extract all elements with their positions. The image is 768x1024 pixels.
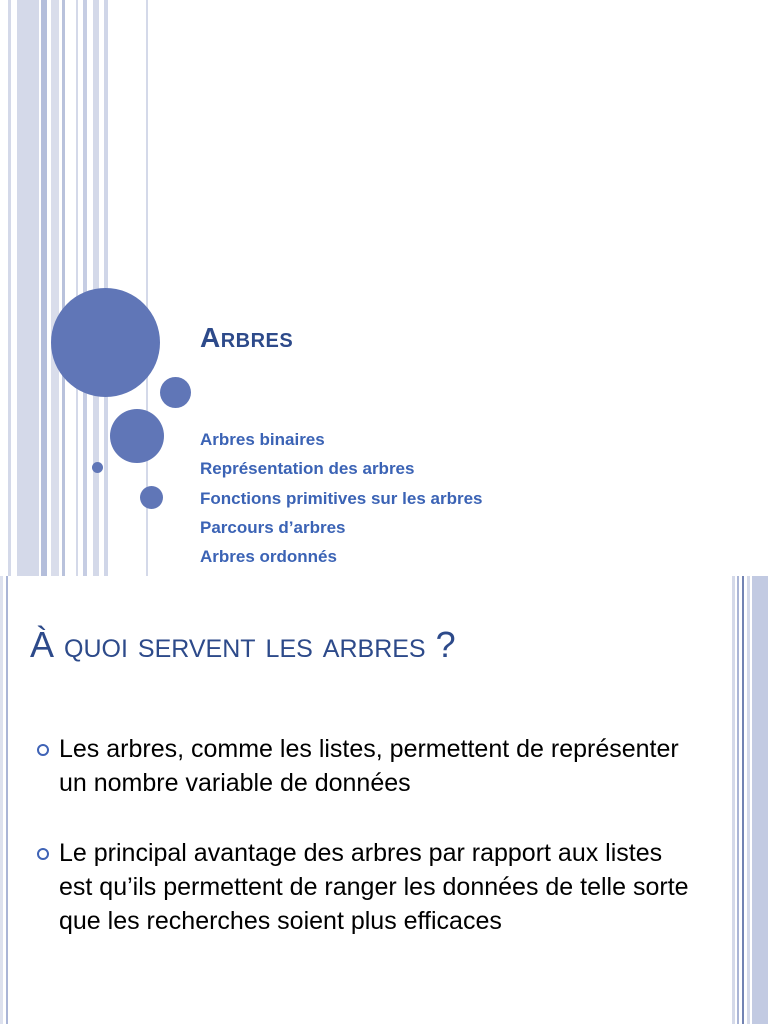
bullet-list [34,732,694,938]
decorative-stripe [41,0,47,576]
bullet-text: Les arbres, comme les listes, permettent de représenter un nombre variable de données [59,735,679,797]
decorative-stripe [742,576,744,1024]
decorative-stripe [752,576,768,1024]
small-circle-icon [160,377,191,408]
decorative-stripe [83,0,87,576]
decorative-stripe [6,576,8,1024]
hollow-circle-icon [37,848,49,860]
decorative-stripe [51,0,59,576]
decorative-stripe [76,0,78,576]
hollow-circle-icon [37,744,49,756]
list-item: Représentation des arbres [200,459,415,479]
decorative-stripe [0,576,3,1024]
list-item: Arbres binaires [200,430,325,449]
slide-title: Arbres [200,322,294,353]
decorative-stripe [737,576,739,1024]
decorative-stripe [62,0,65,576]
decorative-stripe [17,0,39,576]
bullet-text: Le principal avantage des arbres par rapport aux listes est qu’ils permettent de ranger les données de telle sorte que les recherches soient plus efficaces [59,839,689,935]
list-item [34,732,694,800]
list-item: Parcours d’arbres [200,517,346,537]
list-item [34,836,694,938]
decorative-stripe [747,576,750,1024]
subtitle-list [200,425,482,571]
list-item: Arbres ordonnés [200,547,337,567]
decorative-stripe [732,576,735,1024]
small-circle-icon [140,486,163,509]
slide-heading: À quoi servent les arbres ? [30,624,456,665]
large-circle-icon [51,288,160,397]
list-item: Fonctions primitives sur les arbres [200,488,483,508]
decorative-stripe [8,0,11,576]
medium-circle-icon [110,409,164,463]
tiny-circle-icon [92,462,103,473]
